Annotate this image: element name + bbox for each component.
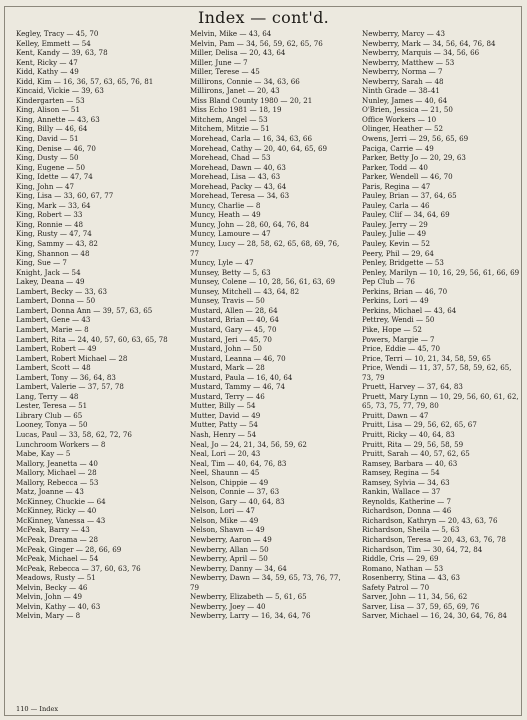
index-entry: Kincaid, Vickie — 39, 63 (16, 86, 104, 96)
index-entry: Mustard, Paula — 16, 40, 64 (190, 372, 293, 382)
index-entry: Newberry, Matthew — 53 (362, 57, 455, 67)
index-entry: King, Alison — 51 (16, 105, 80, 115)
index-entry: King, Lisa — 33, 60, 67, 77 (16, 191, 114, 201)
index-entry: Pruitt, Lisa — 29, 56, 62, 65, 67 (362, 420, 477, 430)
index-entry: Lunchroom Workers — 8 (16, 439, 106, 449)
index-column-3 (362, 29, 527, 621)
index-entry: Mustard, Leanna — 46, 70 (190, 353, 286, 363)
index-entry: Rosenberry, Stina — 43, 63 (362, 573, 461, 583)
index-entry: Kelley, Emmett — 54 (16, 38, 91, 48)
index-entry: Nelson, Gary — 40, 64, 83 (190, 496, 285, 506)
index-entry: Sarver, John — 11, 34, 56, 62 (362, 592, 468, 602)
index-entry: Lambert, Valerie — 37, 57, 78 (16, 382, 124, 392)
index-entry: Mutter, David — 49 (190, 410, 261, 420)
page-footer: 110 — Index (16, 705, 59, 713)
index-entry: McPeak, Ginger — 28, 66, 69 (16, 544, 122, 554)
index-entry: Pike, Hope — 52 (362, 324, 422, 334)
index-entry: King, Dusty — 50 (16, 153, 79, 163)
index-entry: Newberry, Joey — 40 (190, 601, 266, 611)
index-entry: Lambert, Robert Michael — 28 (16, 353, 128, 363)
index-entry: Mitchem, Mitzie — 51 (190, 124, 270, 134)
index-entry: Parker, Todd — 40 (362, 162, 428, 172)
index-entry: Mallory, Jeanetta — 40 (16, 458, 98, 468)
index-entry: Millirons, Janet — 20, 43 (190, 86, 280, 96)
index-entry: Melvin, Mary — 8 (16, 611, 81, 621)
index-entry: Richardson, Sheila — 5, 63 (362, 525, 460, 535)
index-entry: Melvin, Becky — 46 (16, 582, 88, 592)
index-entry: Newberry, Mark — 34, 56, 64, 76, 84 (362, 38, 496, 48)
index-entry: Rankin, Wallace — 37 (362, 487, 441, 497)
index-entry: Newberry, Elizabeth — 5, 61, 65 (190, 592, 307, 602)
index-entry: King, David — 51 (16, 134, 79, 144)
index-entry: Nash, Henry — 54 (190, 429, 257, 439)
index-entry: Lambert, Becky — 33, 63 (16, 286, 108, 296)
index-entry: Mutter, Billy — 54 (190, 401, 256, 411)
index-entry: Pettrey, Wendi — 50 (362, 315, 435, 325)
index-entry: Pruitt, Dawn — 47 (362, 410, 429, 420)
index-entry: Pauley, Carla — 46 (362, 200, 430, 210)
index-entry: Melvin, Pam — 34, 56, 59, 62, 65, 76 (190, 38, 323, 48)
index-entry: Newberry, April — 50 (190, 554, 268, 564)
index-entry: Lambert, Marie — 8 (16, 324, 89, 334)
index-entry: Mustard, Allen — 28, 64 (190, 305, 278, 315)
index-entry: Nelson, Lori — 47 (190, 506, 255, 516)
index-entry: Lambert, Donna Ann — 39, 57, 63, 65 (16, 305, 153, 315)
index-entry: Muncy, Lucy — 28, 58, 62, 65, 68, 69, 76, 77 (190, 239, 340, 258)
index-entry: Paris, Regina — 47 (362, 181, 431, 191)
index-entry: Riddle, Cris — 29, 69 (362, 554, 439, 564)
index-entry: King, Rusty — 47, 74 (16, 229, 92, 239)
index-entry: Kent, Kandy — 39, 63, 78 (16, 48, 108, 58)
index-entry: King, John — 47 (16, 181, 75, 191)
index-entry: Morehead, Teresa — 34, 63 (190, 191, 290, 201)
index-entry: Price, Wendi — 11, 37, 57, 58, 59, 62, 65, 73, 79 (362, 363, 512, 382)
index-entry: Melvin, John — 49 (16, 592, 82, 602)
index-entry: King, Idette — 47, 74 (16, 172, 93, 182)
index-entry: King, Mark — 33, 64 (16, 200, 91, 210)
index-entry: Muncy, John — 28, 60, 64, 76, 84 (190, 219, 309, 229)
index-entry: King, Ronnie — 48 (16, 219, 84, 229)
index-entry: McKinney, Vanessa — 43 (16, 515, 106, 525)
index-entry: McPeak, Barry — 43 (16, 525, 90, 535)
index-entry: Pruitt, Ricky — 40, 64, 83 (362, 429, 455, 439)
index-entry: Muncy, Lyle — 47 (190, 258, 254, 268)
index-entry: Morehead, Chad — 53 (190, 153, 271, 163)
index-entry: Millirons, Connie — 34, 63, 66 (190, 76, 300, 86)
index-entry: Kent, Ricky — 47 (16, 57, 78, 67)
index-entry: King, Shannon — 48 (16, 248, 90, 258)
index-entry: Mutter, Patty — 54 (190, 420, 258, 430)
index-entry: Lester, Teresa — 51 (16, 401, 88, 411)
index-entry: Owens, Jerri — 29, 56, 65, 69 (362, 134, 469, 144)
index-entry: Nunley, James — 40, 64 (362, 95, 448, 105)
index-entry: Newberry, Dawn — 34, 59, 65, 73, 76, 77, 79 (190, 573, 341, 592)
index-entry: Kindergarten — 53 (16, 95, 85, 105)
index-entry: Perkins, Brian — 46, 70 (362, 286, 448, 296)
index-entry: Olinger, Heather — 52 (362, 124, 444, 134)
index-column-2 (190, 29, 355, 621)
index-entry: Mustard, Terry — 46 (190, 391, 265, 401)
index-entry: Neal, Lori — 20, 43 (190, 449, 261, 459)
index-entry: Nelson, Chippie — 49 (190, 477, 269, 487)
index-entry: Newberry, Allan — 50 (190, 544, 269, 554)
index-entry: Muncy, Charlie — 8 (190, 200, 261, 210)
index-entry: Morehead, Lisa — 43, 63 (190, 172, 281, 182)
index-entry: Richardson, Tim — 30, 64, 72, 84 (362, 544, 483, 554)
index-entry: Mustard, Brian — 40, 64 (190, 315, 279, 325)
index-entry: Pauley, Julie — 49 (362, 229, 427, 239)
index-entry: Mallory, Rebecca — 53 (16, 477, 99, 487)
index-entry: Penley, Marilyn — 10, 16, 29, 56, 61, 66, 69 (362, 267, 520, 277)
index-entry: Library Club — 65 (16, 410, 83, 420)
index-entry: Melvin, Mike — 43, 64 (190, 29, 272, 38)
index-entry: Sarver, Michael — 16, 24, 30, 64, 76, 84 (362, 611, 507, 621)
index-entry: Romano, Nathan — 53 (362, 563, 444, 573)
index-entry: McPeak, Rebecca — 37, 60, 63, 76 (16, 563, 141, 573)
index-entry: Miss Echo 1981 — 18, 19 (190, 105, 282, 115)
index-entry: Morehead, Cathy — 20, 40, 64, 65, 69 (190, 143, 328, 153)
index-entry: Newberry, Danny — 34, 64 (190, 563, 287, 573)
index-entry: Mustard, Mark — 28 (190, 363, 265, 373)
index-entry: Ramsey, Regina — 54 (362, 468, 440, 478)
index-entry: Richardson, Donna — 46 (362, 506, 452, 516)
index-entry: Morehead, Carla — 16, 34, 63, 66 (190, 134, 312, 144)
index-entry: King, Sammy — 43, 82 (16, 239, 98, 249)
index-entry: Mallory, Michael — 28 (16, 468, 97, 478)
index-entry: Pauley, Brian — 37, 64, 65 (362, 191, 457, 201)
index-entry: McPeak, Dreama — 28 (16, 534, 99, 544)
index-entry: Pauley, Kevin — 52 (362, 239, 431, 249)
index-entry: Miller, June — 7 (190, 57, 248, 67)
index-entry: Matz, Joanne — 43 (16, 487, 84, 497)
index-entry: Lambert, Robert — 49 (16, 344, 97, 354)
index-entry: McKinney, Chuckie — 64 (16, 496, 106, 506)
index-entry: Pep Club — 76 (362, 277, 415, 287)
index-entry: Morehead, Dawn — 40, 63 (190, 162, 286, 172)
index-entry: Melvin, Kathy — 40, 63 (16, 601, 101, 611)
index-entry: Kidd, Kim — 16, 36, 57, 63, 65, 76, 81 (16, 76, 154, 86)
index-entry: O'Brien, Jessica — 21, 50 (362, 105, 453, 115)
index-entry: Mustard, Tammy — 46, 74 (190, 382, 286, 392)
index-entry: King, Denise — 46, 70 (16, 143, 96, 153)
index-entry: Munsey, Travis — 50 (190, 296, 265, 306)
index-entry: Nelson, Shawn — 49 (190, 525, 265, 535)
index-entry: Mustard, Gary — 45, 70 (190, 324, 277, 334)
index-entry: Lambert, Gene — 43 (16, 315, 91, 325)
index-entry: Miller, Delisa — 20, 43, 64 (190, 48, 286, 58)
index-entry: Parker, Betty Jo — 20, 29, 63 (362, 153, 466, 163)
index-entry: Lucas, Paul — 33, 58, 62, 72, 76 (16, 429, 132, 439)
index-entry: Price, Terri — 10, 21, 34, 58, 59, 65 (362, 353, 491, 363)
index-entry: Safety Patrol — 70 (362, 582, 430, 592)
index-entry: Looney, Tonya — 50 (16, 420, 88, 430)
index-entry: King, Eugene — 50 (16, 162, 86, 172)
index-entry: Pauley, Clif — 34, 64, 69 (362, 210, 450, 220)
index-entry: Newberry, Sarah — 48 (362, 76, 444, 86)
index-entry: Sarver, Lisa — 37, 59, 65, 69, 76 (362, 601, 480, 611)
index-entry: Munsey, Betty — 5, 63 (190, 267, 271, 277)
index-entry: Parker, Wendell — 46, 70 (362, 172, 453, 182)
index-entry: Newberry, Larry — 16, 34, 64, 76 (190, 611, 311, 621)
index-entry: Office Workers — 10 (362, 114, 437, 124)
index-entry: Price, Eddie — 45, 70 (362, 344, 441, 354)
index-entry: Perkins, Lori — 49 (362, 296, 429, 306)
index-entry: McKinney, Ricky — 40 (16, 506, 97, 516)
index-entry: Pruitt, Sarah — 40, 57, 62, 65 (362, 449, 470, 459)
index-entry: Mabe, Kay — 5 (16, 449, 71, 459)
index-entry: Richardson, Kathryn — 20, 43, 63, 76 (362, 515, 498, 525)
index-entry: Mitchem, Angel — 53 (190, 114, 268, 124)
index-entry: Munsey, Mitchell — 43, 64, 82 (190, 286, 300, 296)
index-entry: Neel, Shaunn — 45 (190, 468, 260, 478)
index-entry: Ninth Grade — 38–41 (362, 86, 440, 96)
index-entry: Newberry, Marquis — 34, 56, 66 (362, 48, 480, 58)
index-entry: Pruitt, Rita — 29, 56, 58, 59 (362, 439, 464, 449)
index-entry: Lambert, Rita — 24, 40, 57, 60, 63, 65, 78 (16, 334, 168, 344)
index-entry: Munsey, Colene — 10, 28, 56, 61, 63, 69 (190, 277, 336, 287)
index-entry: Newberry, Marcy — 43 (362, 29, 446, 38)
index-entry: King, Sue — 7 (16, 258, 67, 268)
index-entry: King, Robert — 33 (16, 210, 83, 220)
index-entry: Knight, Jack — 54 (16, 267, 81, 277)
index-entry: Kegley, Tracy — 45, 70 (16, 29, 99, 38)
index-column-1 (16, 29, 181, 621)
page-title: Index — cont'd. (197, 8, 330, 27)
index-entry: Mustard, Jeri — 45, 70 (190, 334, 272, 344)
index-entry: Muncy, Heath — 49 (190, 210, 261, 220)
index-entry: Lakey, Deana — 49 (16, 277, 85, 287)
index-entry: Neal, Jo — 24, 21, 34, 56, 59, 62 (190, 439, 307, 449)
index-entry: Pauley, Jerry — 29 (362, 219, 428, 229)
index-entry: Reynolds, Katherine — 7 (362, 496, 452, 506)
index-entry: Miller, Terese — 45 (190, 67, 260, 77)
index-entry: Powers, Margie — 7 (362, 334, 435, 344)
index-entry: Perkins, Michael — 43, 64 (362, 305, 457, 315)
index-entry: Miss Bland County 1980 — 20, 21 (190, 95, 313, 105)
index-entry: Lang, Terry — 48 (16, 391, 79, 401)
index-entry: Nelson, Connie — 37, 63 (190, 487, 280, 497)
index-entry: Nelson, Mike — 49 (190, 515, 259, 525)
index-entry: Meadows, Rusty — 51 (16, 573, 96, 583)
index-entry: King, Annette — 43, 63 (16, 114, 100, 124)
index-entry: Kidd, Kathy — 49 (16, 67, 79, 77)
index-entry: McPeak, Michael — 54 (16, 554, 99, 564)
index-entry: Mustard, John — 50 (190, 344, 262, 354)
index-entry: Paciga, Carrie — 49 (362, 143, 434, 153)
index-entry: Penley, Bridgette — 53 (362, 258, 444, 268)
index-entry: Pruett, Mary Lynn — 10, 29, 56, 60, 61, 62, 65, 73, 75, 77, 79, 80 (362, 391, 519, 411)
index-entry: Lambert, Donna — 50 (16, 296, 96, 306)
index-entry: Muncy, Lamoure — 47 (190, 229, 271, 239)
index-entry: Pruett, Harvey — 37, 64, 83 (362, 382, 463, 392)
index-entry: Ramsey, Sylvia — 34, 63 (362, 477, 450, 487)
index-entry: King, Billy — 46, 64 (16, 124, 88, 134)
index-entry: Newberry, Aaron — 49 (190, 534, 272, 544)
index-entry: Neal, Tim — 40, 64, 76, 83 (190, 458, 287, 468)
index-entry: Peery, Phil — 29, 64 (362, 248, 434, 258)
index-entry: Richardson, Teresa — 20, 43, 63, 76, 78 (362, 534, 506, 544)
index-entry: Newberry, Norma — 7 (362, 67, 443, 77)
index-entry: Lambert, Scott — 48 (16, 363, 91, 373)
index-entry: Lambert, Tony — 36, 64, 83 (16, 372, 116, 382)
index-entry: Ramsey, Barbara — 40, 63 (362, 458, 458, 468)
index-entry: Morehead, Packy — 43, 64 (190, 181, 287, 191)
